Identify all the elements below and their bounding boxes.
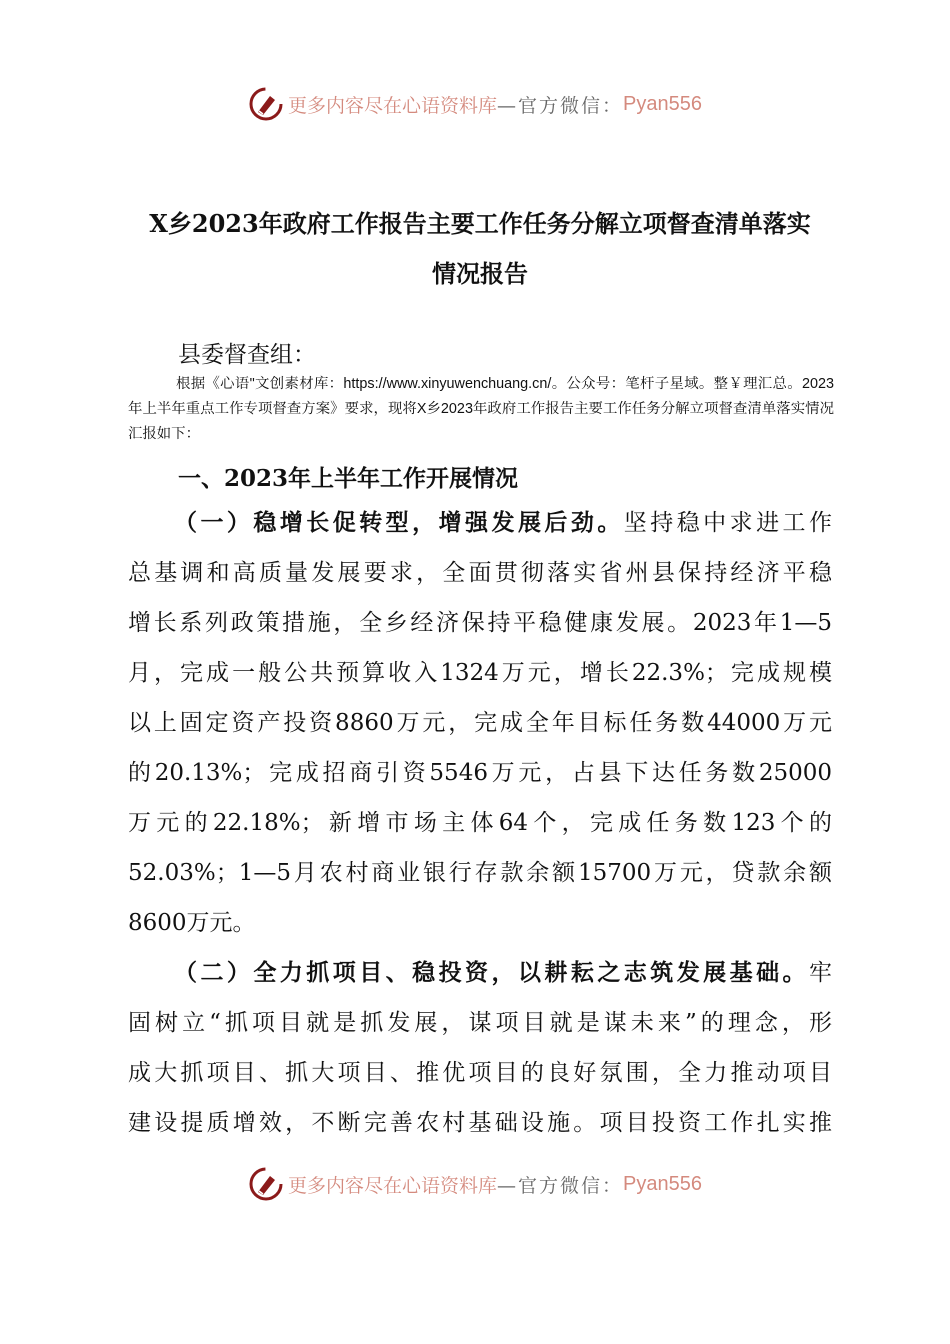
paragraph-line: 8600万元。	[128, 910, 256, 936]
paragraph-bold-lead: （一）稳增长促转型，增强发展后劲。	[174, 509, 624, 536]
paragraph-line	[128, 958, 832, 988]
paragraph-line: 52.03%；1—5月农村商业银行存款余额15700万元，贷款余额	[128, 860, 832, 886]
paragraph-line: 月，完成一般公共预算收入1324万元，增长22.3%；完成规模	[128, 660, 832, 686]
document-title-line2: 情况报告	[432, 259, 528, 288]
banner-red-text: 更多内容尽在心语资料库	[288, 1174, 498, 1197]
paragraph-line: 以上固定资产投资8860万元，完成全年目标任务数44000万元	[128, 710, 832, 736]
paragraph-line: 增长系列政策措施，全乡经济保持平稳健康发展。2023年1—5	[128, 610, 832, 636]
paragraph-text: 牢	[809, 960, 832, 986]
paragraph-line: 万元的22.18%；新增市场主体64个，完成任务数123个的	[128, 810, 832, 836]
banner-grey-text: —官方微信：	[497, 94, 624, 117]
paragraph-line: 总基调和高质量发展要求，全面贯彻落实省州县保持经济平稳	[128, 560, 832, 586]
banner-grey-text: —官方微信：	[497, 1174, 624, 1197]
paragraph-line: 的20.13%；完成招商引资5546万元，占县下达任务数25000	[128, 760, 832, 786]
paragraph-line: 建设提质增效，不断完善农村基础设施。项目投资工作扎实推	[128, 1110, 832, 1136]
paragraph-bold-lead: （二）全力抓项目、稳投资，以耕耘之志筑发展基础。	[174, 959, 809, 986]
banner-red-text: 更多内容尽在心语资料库	[288, 94, 498, 117]
pen-logo-icon	[248, 1166, 284, 1202]
salutation: 县委督查组：	[178, 342, 316, 368]
paragraph-text: 坚持稳中求进工作	[623, 510, 833, 536]
header-banner	[0, 82, 950, 126]
pen-logo-icon	[248, 86, 284, 122]
banner-wechat-id: Pyan556	[623, 1172, 702, 1195]
intro-paragraph: 根据《心语"文创素材库：https://www.xinyuwenchuang.cn/。公众号：笔杆子星域。整￥理汇总。2023年上半年重点工作专项督查方案》要求，现将X乡2023年政府工作报告主要工作任务分解立项督查清单落实情况汇报如下：	[128, 376, 834, 442]
paragraph-line: 固树立“抓项目就是抓发展，谋项目就是谋未来”的理念，形	[128, 1010, 832, 1036]
banner-wechat-id: Pyan556	[623, 92, 702, 115]
footer-banner	[0, 1162, 950, 1206]
document-title-line1: X乡2023年政府工作报告主要工作任务分解立项督查清单落实	[149, 209, 811, 238]
paragraph-line: 成大抓项目、抓大项目、推优项目的良好氛围，全力推动项目	[128, 1060, 832, 1086]
paragraph-line	[128, 508, 832, 538]
section-heading: 一、2023年上半年工作开展情况	[178, 465, 519, 492]
